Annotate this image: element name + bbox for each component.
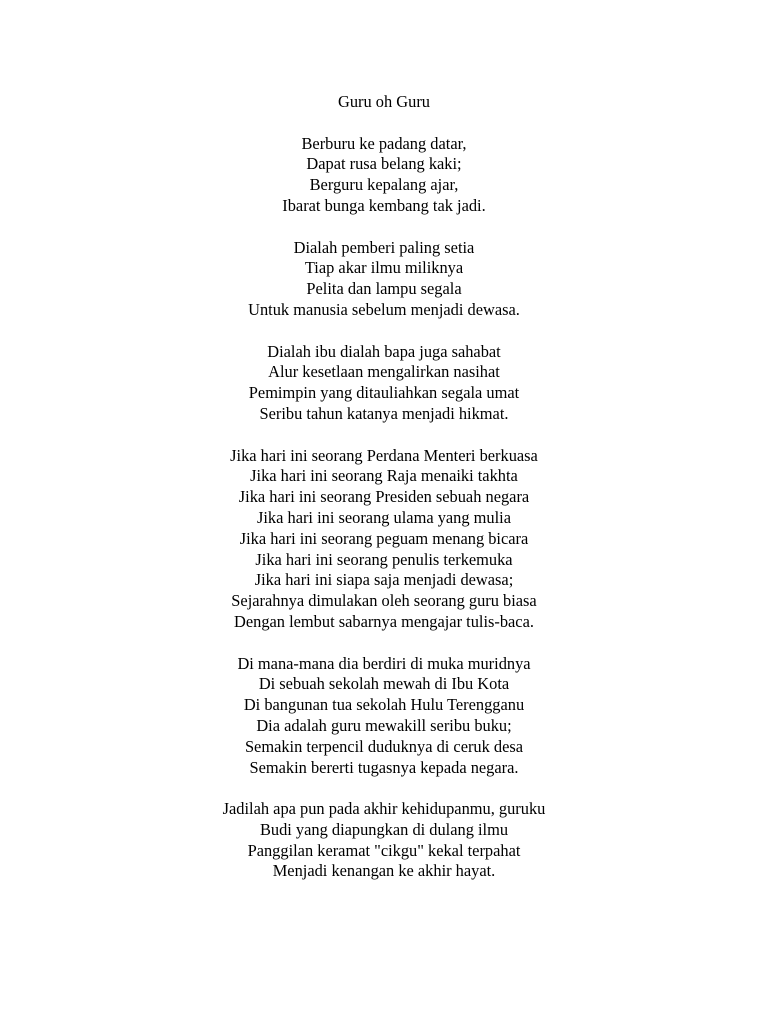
poem-line: Seribu tahun katanya menjadi hikmat. [259,403,509,423]
poem-line: Semakin bererti tugasnya kepada negara. [249,757,519,777]
poem-line: Dialah ibu dialah bapa juga sahabat [267,341,501,361]
poem-line: Pelita dan lampu segala [306,279,462,299]
stanza-5 [0,654,768,779]
poem-line: Dengan lembut sabarnya mengajar tulis-baca. [234,611,534,631]
poem-line: Berburu ke padang datar, [301,133,467,153]
poem-line: Untuk manusia sebelum menjadi dewasa. [248,299,520,319]
poem-line: Alur kesetlaan mengalirkan nasihat [268,362,500,382]
poem-title: Guru oh Guru [338,92,430,111]
poem-line: Ibarat bunga kembang tak jadi. [282,195,486,215]
poem-line: Dialah pemberi paling setia [293,237,475,257]
poem-line: Jadilah apa pun pada akhir kehidupanmu, guruku [222,799,546,819]
poem-line: Jika hari ini seorang peguam menang bicara [239,528,529,548]
poem [0,92,768,882]
poem-line: Jika hari ini seorang Perdana Menteri berkuasa [230,445,538,465]
poem-line: Tiap akar ilmu miliknya [304,258,464,278]
poem-line: Dapat rusa belang kaki; [306,154,462,174]
stanza-1 [0,134,768,217]
poem-line: Jika hari ini seorang Raja menaiki takhta [250,466,518,486]
poem-line: Di sebuah sekolah mewah di Ibu Kota [258,674,510,694]
poem-line: Semakin terpencil duduknya di ceruk desa [244,736,524,756]
stanza-3 [0,342,768,425]
poem-line: Budi yang diapungkan di dulang ilmu [259,819,509,839]
poem-line: Pemimpin yang ditauliahkan segala umat [248,383,520,403]
poem-line: Panggilan keramat "cikgu" kekal terpahat [247,840,521,860]
poem-line: Menjadi kenangan ke akhir hayat. [272,861,496,881]
poem-line: Di bangunan tua sekolah Hulu Terengganu [243,695,525,715]
poem-line: Sejarahnya dimulakan oleh seorang guru biasa [231,591,537,611]
poem-line: Jika hari ini siapa saja menjadi dewasa; [254,570,514,590]
stanza-4 [0,446,768,633]
poem-line: Di mana-mana dia berdiri di muka muridnya [237,653,531,673]
poem-line: Dia adalah guru mewakill seribu buku; [256,715,512,735]
stanza-2 [0,238,768,321]
poem-line: Jika hari ini seorang ulama yang mulia [257,507,511,527]
stanza-6 [0,799,768,882]
poem-line: Jika hari ini seorang Presiden sebuah negara [238,487,530,507]
poem-line: Berguru kepalang ajar, [309,175,459,195]
poem-line: Jika hari ini seorang penulis terkemuka [255,549,513,569]
